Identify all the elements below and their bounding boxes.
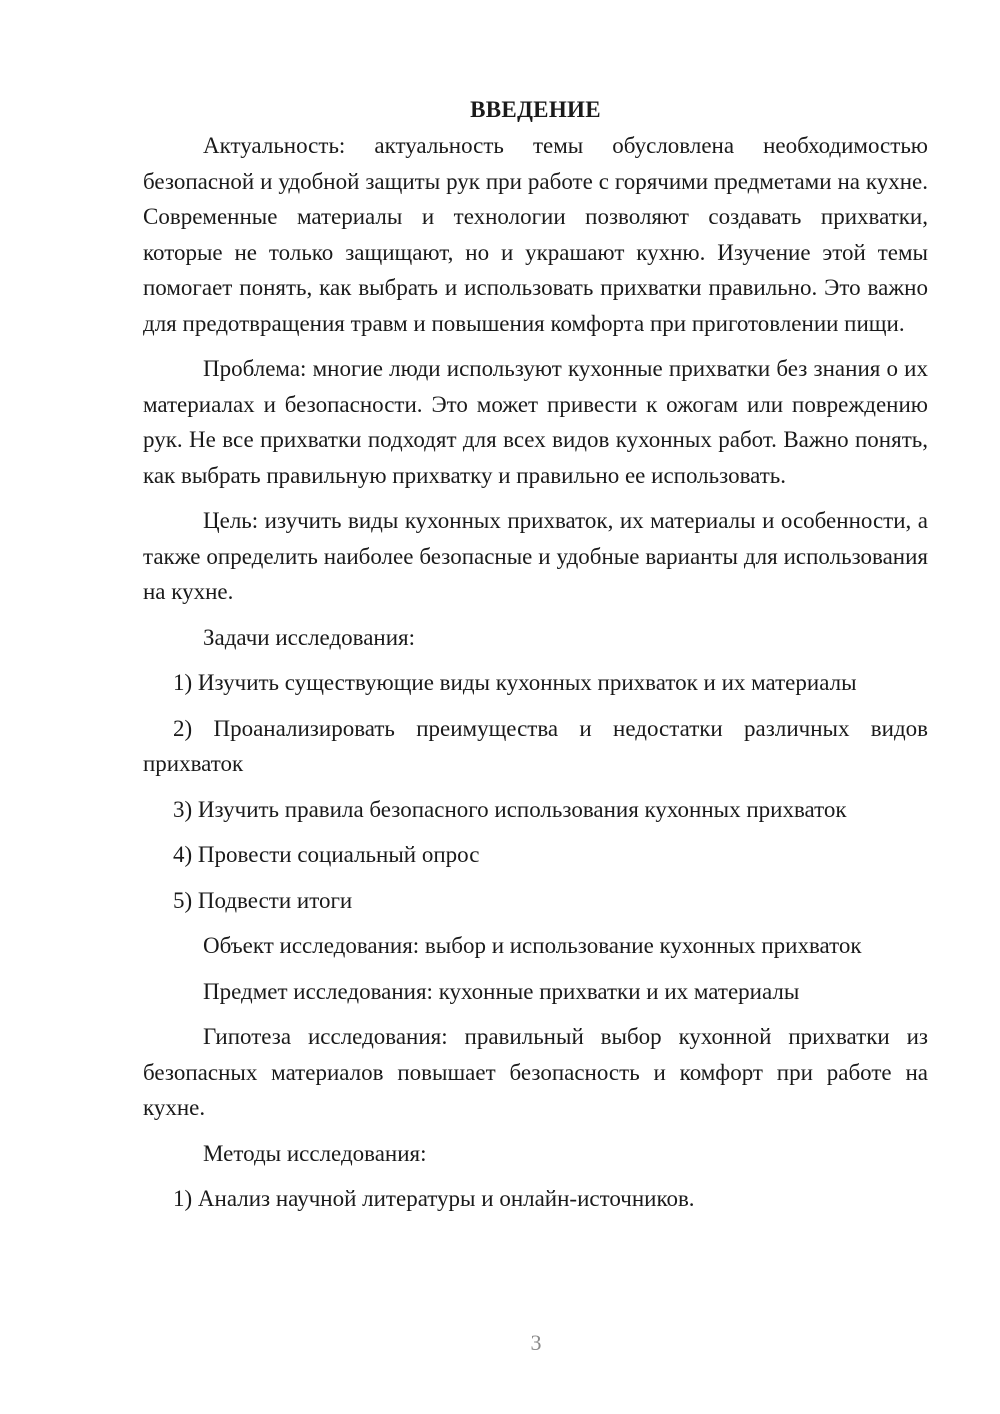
subject-line: Предмет исследования: кухонные прихватки и их материалы [203,978,800,1004]
task-item: 2) Проанализировать преимущества и недостатки различных видов прихваток [143,715,928,776]
task-item: 3) Изучить правила безопасного использования кухонных прихваток [173,796,847,822]
section-title: ВВЕДЕНИЕ [470,97,601,122]
page-number: 3 [530,1330,542,1355]
task-item: 4) Провести социальный опрос [173,842,480,867]
tasks-heading: Задачи исследования: [203,624,416,650]
object-line: Объект исследования: выбор и использование кухонных прихваток [203,933,862,958]
problem-paragraph: Проблема: многие люди используют кухонные прихватки без знания о их материалах и безопасности. Это может привести к ожогам или повреждению рук. Не все прихватки подходят для всех видов кухонных работ. Важно понять, как выбрать правильную прихватку и правильно ее использовать. [143,356,928,488]
task-item: 5) Подвести итоги [173,887,353,913]
goal-paragraph: Цель: изучить виды кухонных прихваток, их материалы и особенности, а также определить наиболее безопасные и удобные варианты для использования на кухне. [143,508,928,604]
relevance-paragraph: Актуальность: актуальность темы обусловлена необходимостью безопасной и удобной защиты рук при работе с горячими предметами на кухне. Современные материалы и технологии позволяют создавать прихватки, которые не только защищают, но и украшают кухню. Изучение этой темы помогает понять, как выбрать и использовать прихватки правильно. Это важно для предотвращения травм и повышения комфорта при приготовлении пищи. [143,133,928,336]
methods-heading: Методы исследования: [203,1140,427,1166]
task-item: 1) Изучить существующие виды кухонных прихваток и их материалы [173,670,857,695]
page-content [143,92,928,1227]
hypothesis-paragraph: Гипотеза исследования: правильный выбор кухонной прихватки из безопасных материалов повышает безопасность и комфорт при работе на кухне. [143,1024,928,1120]
method-item: 1) Анализ научной литературы и онлайн-источников. [173,1186,695,1211]
